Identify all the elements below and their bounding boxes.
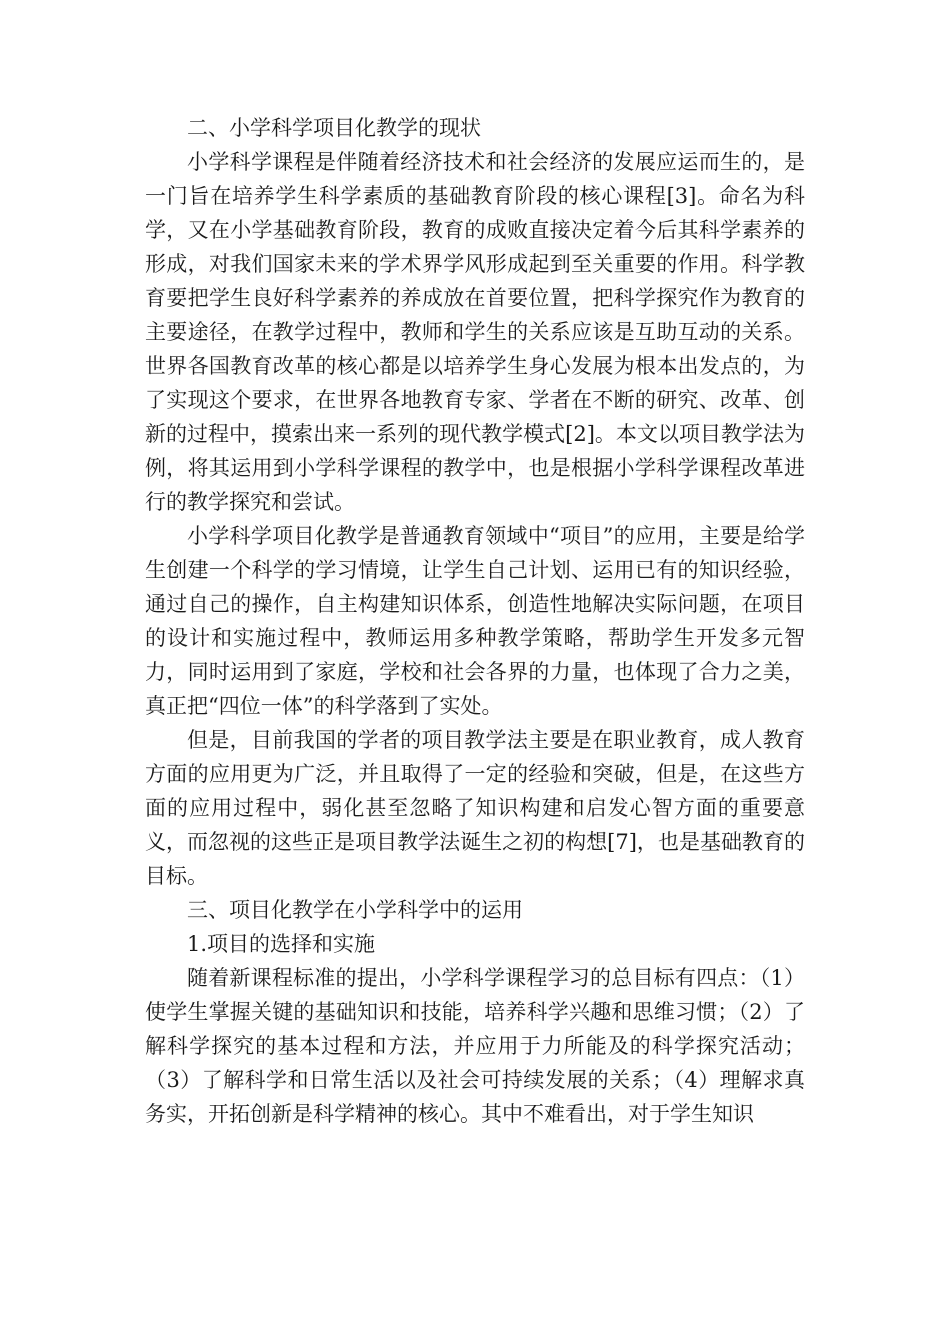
subsection-heading-1: 1.项目的选择和实施 bbox=[187, 932, 376, 956]
section-heading-3: 三、项目化教学在小学科学中的运用 bbox=[187, 898, 523, 922]
document-body bbox=[145, 111, 805, 1131]
section-heading-2: 二、小学科学项目化教学的现状 bbox=[187, 116, 481, 140]
paragraph-intro: 小学科学课程是伴随着经济技术和社会经济的发展应运而生的，是一门旨在培养学生科学素质的基础教育阶段的核心课程[3]。命名为科学，又在小学基础教育阶段，教育的成败直接决定着今后其科学素养的形成，对我们国家未来的学术界学风形成起到至关重要的作用。科学教育要把学生良好科学素养的养成放在首要位置，把科学探究作为教育的主要途径，在教学过程中，教师和学生的关系应该是互助互动的关系。世界各国教育改革的核心都是以培养学生身心发展为根本出发点的，为了实现这个要求，在世界各地教育专家、学者在不断的研究、改革、创新的过程中，摸索出来一系列的现代教学模式[2]。本文以项目教学法为例，将其运用到小学科学课程的教学中，也是根据小学科学课程改革进行的教学探究和尝试。 bbox=[145, 150, 805, 514]
paragraph-current-issues: 但是，目前我国的学者的项目教学法主要是在职业教育，成人教育方面的应用更为广泛，并且取得了一定的经验和突破，但是，在这些方面的应用过程中，弱化甚至忽略了知识构建和启发心智方面的重要意义，而忽视的这些正是项目教学法诞生之初的构想[7]，也是基础教育的目标。 bbox=[145, 728, 805, 888]
paragraph-project-teaching: 小学科学项目化教学是普通教育领域中“项目”的应用，主要是给学生创建一个科学的学习情境，让学生自己计划、运用已有的知识经验，通过自己的操作，自主构建知识体系，创造性地解决实际问题，在项目的设计和实施过程中，教师运用多种教学策略，帮助学生开发多元智力，同时运用到了家庭，学校和社会各界的力量，也体现了合力之美，真正把“四位一体”的科学落到了实处。 bbox=[145, 524, 805, 718]
paragraph-goals: 随着新课程标准的提出，小学科学课程学习的总目标有四点：（1）使学生掌握关键的基础知识和技能，培养科学兴趣和思维习惯；（2）了解科学探究的基本过程和方法，并应用于力所能及的科学探究活动；（3）了解科学和日常生活以及社会可持续发展的关系；（4）理解求真务实，开拓创新是科学精神的核心。其中不难看出，对于学生知识 bbox=[145, 966, 805, 1126]
